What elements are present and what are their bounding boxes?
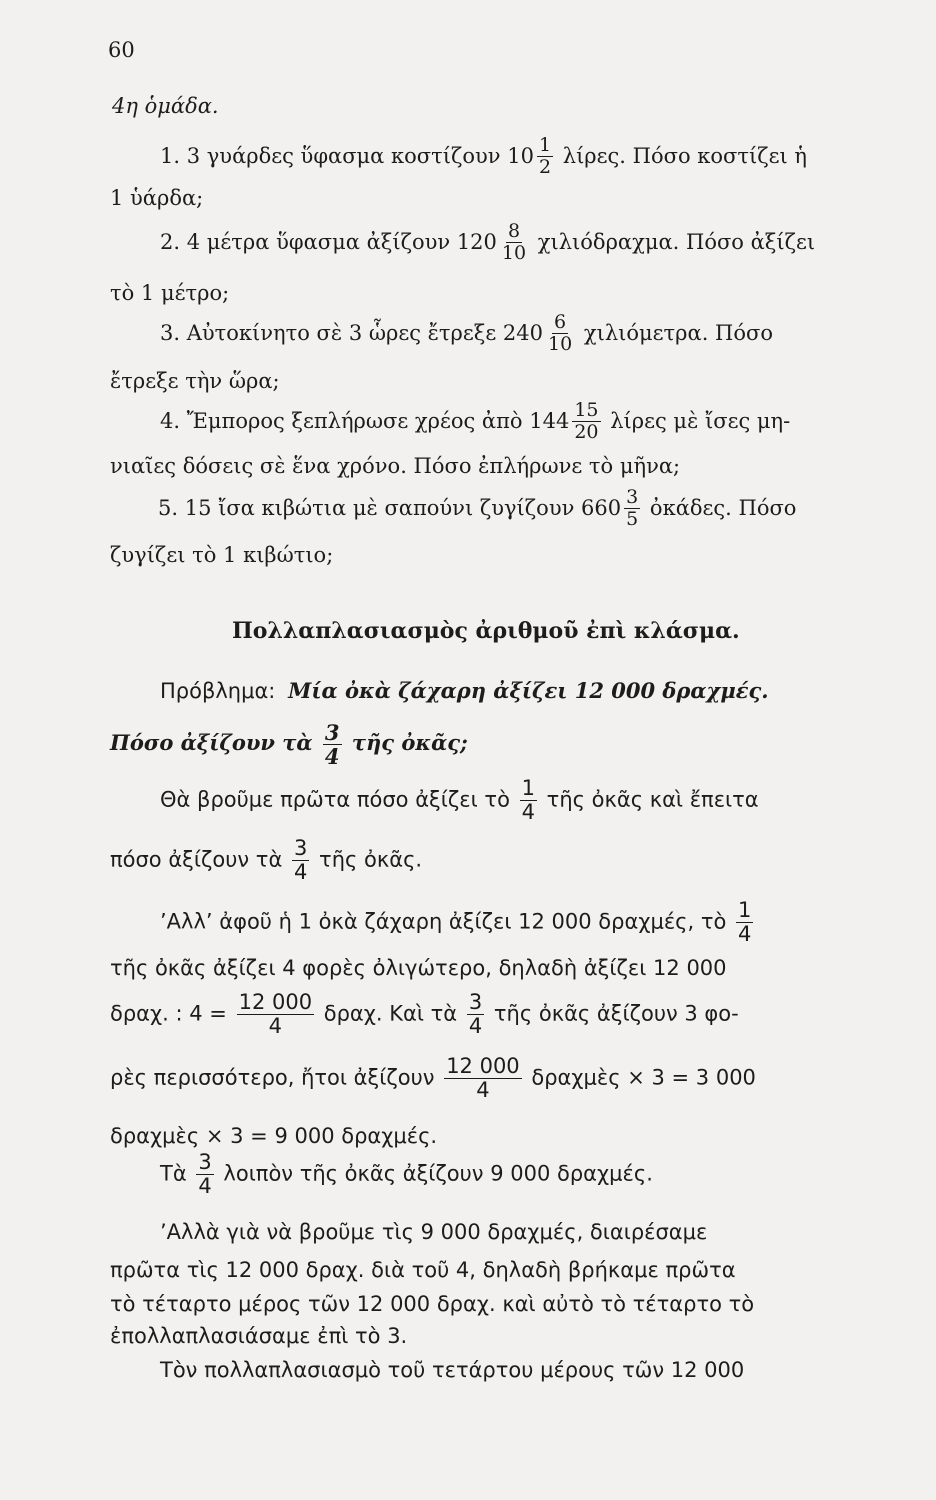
numerator: 12 000 bbox=[238, 990, 313, 1014]
numerator: 1 bbox=[738, 898, 752, 922]
numerator: 8 bbox=[507, 220, 521, 242]
denominator: 4 bbox=[268, 1014, 282, 1038]
body-text: πόσο ἀξίζουν τὰ bbox=[110, 847, 283, 872]
whole-part: 240 bbox=[502, 321, 543, 345]
problem-statement bbox=[160, 680, 769, 702]
problem-statement-text: Μία ὀκὰ ζάχαρη ἀξίζει 12 000 δραχμές. bbox=[288, 678, 769, 703]
problem-text: 1. 3 γυάρδες ὕφασμα κοστίζουν bbox=[160, 144, 501, 168]
fraction bbox=[444, 1056, 521, 1101]
numerator: 3 bbox=[626, 486, 639, 508]
denominator: 4 bbox=[521, 800, 535, 824]
numerator: 3 bbox=[198, 1150, 212, 1174]
problem-text: λίρες μὲ ἴσες μη- bbox=[610, 409, 791, 433]
problem-question bbox=[110, 722, 468, 767]
body-text: τῆς ὀκᾶς. bbox=[319, 847, 423, 872]
body-text: δραχ. Καὶ τὰ bbox=[323, 1001, 458, 1026]
numerator: 6 bbox=[554, 311, 567, 333]
problem-text: χιλιόμετρα. Πόσο bbox=[583, 321, 773, 345]
body-line-12: ἐπολλαπλασιάσαμε ἐπὶ τὸ 3. bbox=[110, 1324, 408, 1348]
body-line-3 bbox=[160, 900, 756, 945]
problem-4-line-1 bbox=[160, 401, 790, 442]
body-text: Θὰ βροῦμε πρῶτα πόσο ἀξίζει τὸ bbox=[160, 787, 510, 812]
fraction bbox=[546, 313, 574, 354]
mixed-number bbox=[581, 488, 643, 529]
fraction bbox=[237, 992, 314, 1037]
fraction bbox=[537, 136, 553, 177]
problem-2-line-2: τὸ 1 μέτρο; bbox=[110, 281, 230, 305]
problem-text: 5. 15 ἴσα κιβώτια μὲ σαπούνι ζυγίζουν bbox=[158, 496, 575, 520]
body-text: τῆς ὀκᾶς καὶ ἔπειτα bbox=[546, 787, 759, 812]
denominator: 10 bbox=[501, 242, 527, 264]
question-text: Πόσο ἀξίζουν τὰ bbox=[110, 730, 313, 755]
fraction bbox=[572, 401, 600, 442]
numerator: 15 bbox=[574, 399, 599, 421]
problem-3-line-2: ἔτρεξε τὴν ὥρα; bbox=[110, 369, 280, 393]
problem-text: λίρες. Πόσο κοστίζει ἡ bbox=[562, 144, 807, 168]
section-label: 4η ὁμάδα. bbox=[112, 94, 219, 118]
problem-1-line-2: 1 ὑάρδα; bbox=[110, 186, 204, 210]
numerator: 12 000 bbox=[446, 1054, 520, 1078]
whole-part: 120 bbox=[456, 230, 497, 254]
section-heading: Πολλαπλασιασμὸς ἀριθμοῦ ἐπὶ κλάσμα. bbox=[232, 618, 740, 644]
body-text: δραχμὲς × 3 = 3 000 bbox=[531, 1065, 756, 1090]
numerator: 3 bbox=[468, 990, 483, 1014]
numerator: 3 bbox=[293, 836, 308, 860]
body-line-7: δραχμὲς × 3 = 9 000 δραχμές. bbox=[110, 1124, 438, 1148]
problem-3-line-1 bbox=[160, 313, 773, 354]
mixed-number bbox=[457, 222, 531, 263]
denominator: 2 bbox=[538, 156, 552, 178]
question-text: τῆς ὀκᾶς; bbox=[351, 730, 468, 755]
body-text: Τὰ bbox=[160, 1161, 187, 1186]
fraction bbox=[196, 1152, 213, 1197]
mixed-number bbox=[507, 136, 556, 177]
body-line-6 bbox=[110, 1056, 756, 1101]
denominator: 20 bbox=[574, 421, 599, 443]
body-line-9: ’Αλλὰ γιὰ νὰ βροῦμε τὶς 9 000 δραχμές, διαιρέσαμε bbox=[160, 1220, 708, 1244]
page-number: 60 bbox=[108, 38, 135, 62]
fraction bbox=[736, 900, 753, 945]
problem-1-line-1 bbox=[160, 136, 807, 177]
denominator: 4 bbox=[324, 744, 340, 769]
problem-5-line-1 bbox=[158, 488, 796, 529]
fraction bbox=[467, 992, 484, 1037]
problem-text: 2. 4 μέτρα ὕφασμα ἀξίζουν bbox=[160, 230, 451, 254]
denominator: 4 bbox=[476, 1078, 490, 1102]
body-text: τῆς ὀκᾶς ἀξίζουν 3 φο- bbox=[493, 1001, 739, 1026]
whole-part: 10 bbox=[507, 144, 534, 168]
fraction bbox=[500, 222, 528, 263]
denominator: 5 bbox=[626, 508, 639, 530]
whole-part: 660 bbox=[581, 496, 622, 520]
body-line-10: πρῶτα τὶς 12 000 δραχ. διὰ τοῦ 4, δηλαδὴ βρήκαμε πρῶτα bbox=[110, 1258, 736, 1282]
numerator: 1 bbox=[538, 134, 552, 156]
problem-label: Πρόβλημα: bbox=[160, 679, 276, 703]
mixed-number bbox=[529, 401, 603, 442]
denominator: 4 bbox=[468, 1014, 483, 1038]
denominator: 4 bbox=[293, 860, 308, 884]
problem-text: χιλιόδραχμα. Πόσο ἀξίζει bbox=[537, 230, 816, 254]
body-line-2 bbox=[110, 838, 422, 883]
denominator: 4 bbox=[198, 1174, 212, 1198]
fraction bbox=[624, 488, 640, 529]
problem-text: 4. Ἔμπορος ξεπλήρωσε χρέος ἀπὸ bbox=[160, 409, 523, 433]
denominator: 10 bbox=[548, 333, 573, 355]
whole-part: 144 bbox=[529, 409, 570, 433]
problem-2-line-1 bbox=[160, 222, 815, 263]
body-text: ’Αλλ’ ἀφοῦ ἡ 1 ὀκὰ ζάχαρη ἀξίζει 12 000 δραχμές, τὸ bbox=[160, 909, 727, 934]
body-line-5 bbox=[110, 992, 739, 1037]
numerator: 1 bbox=[521, 776, 535, 800]
fraction bbox=[520, 778, 537, 823]
problem-text: ὀκάδες. Πόσο bbox=[649, 496, 797, 520]
problem-text: 3. Αὐτοκίνητο σὲ 3 ὧρες ἔτρεξε bbox=[160, 321, 497, 345]
body-line-11: τὸ τέταρτο μέρος τῶν 12 000 δραχ. καὶ αὐτὸ τὸ τέταρτο τὸ bbox=[110, 1292, 755, 1316]
body-text: λοιπὸν τῆς ὀκᾶς ἀξίζουν 9 000 δραχμές. bbox=[223, 1161, 653, 1186]
body-line-8 bbox=[160, 1152, 653, 1197]
body-line-13: Τὸν πολλαπλασιασμὸ τοῦ τετάρτου μέρους τῶν 12 000 bbox=[160, 1358, 745, 1382]
body-text: δραχ. : 4 = bbox=[110, 1001, 227, 1026]
fraction bbox=[323, 722, 342, 767]
problem-4-line-2: νιαῖες δόσεις σὲ ἕνα χρόνο. Πόσο ἐπλήρωνε τὸ μῆνα; bbox=[110, 454, 681, 478]
body-text: ρὲς περισσότερο, ἤτοι ἀξίζουν bbox=[110, 1065, 435, 1090]
mixed-number bbox=[503, 313, 577, 354]
body-line-4: τῆς ὀκᾶς ἀξίζει 4 φορὲς ὀλιγώτερο, δηλαδὴ ἀξίζει 12 000 bbox=[110, 956, 727, 980]
problem-5-line-2: ζυγίζει τὸ 1 κιβώτιο; bbox=[110, 543, 334, 567]
body-line-1 bbox=[160, 778, 759, 823]
denominator: 4 bbox=[738, 922, 752, 946]
numerator: 3 bbox=[324, 720, 340, 745]
fraction bbox=[292, 838, 309, 883]
